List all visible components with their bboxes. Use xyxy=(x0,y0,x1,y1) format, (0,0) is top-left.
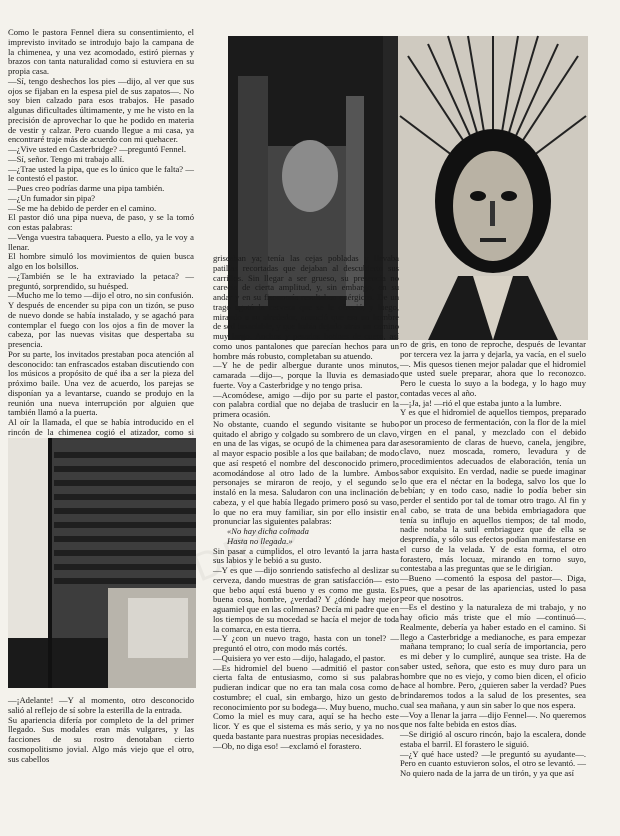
doorway-photo xyxy=(8,438,196,688)
paragraph: —¿Vive usted en Casterbridge? —preguntó Fennel. xyxy=(8,144,186,154)
article-column-3 xyxy=(400,340,586,826)
paragraph: Y es que el hidromiel de aquellos tiempos, preparado por un proceso de fermentación, con la flor de la miel virgen en el panal, y mezclado con el debido asesoramiento de claras de huevo, canela, jengibre, clavo, nuez moscada, romero, levadura y de procedimientos adecuados de elaboración, tenía un sabor exquisito. En verdad, nadie se puede imaginar lo que era el néctar en la bodega, salvo los que lo bebían; y en todo caso, nadie lo podía beber sin perder el sentido por tal de tomar otro trago. Al fin y al cabo, se trata de una bebida embriagadora que tenía su influjo en aquellos tiempos; de tal modo, nadie notaba la sutil embriaguez que de ella se desprendía, y sólo sus efectos podían manifestarse en el curso de la velada. Y de esta forma, el otro forastero, más locuaz, mirando en torno suyo, contestaba a las preguntas que se le dirigían. xyxy=(400,407,586,574)
paragraph: No obstante, cuando el segundo visitante se hubo quitado el abrigo y colgado su sombrero de un clavo, en una de las vigas, se ocupó de la chimenea para dar al mayor espacio posible a los que bailaban; de modo que así respetó el nombre del desconocido primero, acomodándose al otro lado de la lumbre. Ambos personajes se miraron de reojo, y el segundo se instaló en la mesa. Saludaron con una inclinación de cabeza, y el que había llegado primero posó su vaso, lo que no era muy familiar, sin por ello insistir en pronunciar las siguientes palabras: xyxy=(213,418,399,527)
paragraph: —Pues creo podrías darme una pipa también. xyxy=(8,183,165,193)
paragraph: —Y ¿con un nuevo trago, hasta con un tonel? —preguntó el otro, con modo más cortés. xyxy=(213,633,399,653)
paragraph: —¿Un fumador sin pipa? xyxy=(8,192,96,203)
paragraph: —Y es que —dijo sonriendo satisfecho al deslizar su cerveza, dando muestras de gran satisfacción— esto que bebo aquí está bueno y es como me gusta. Es buena cosa, hombre, ¿verdad? Y ¿dónde hay mejor aguamiel que en las colmenas? Decía mi padre que en los tiempos de su mocedad se hacía el mejor de toda la comarca, en esta tierra. xyxy=(213,565,399,634)
paragraph: —¡Adelante! —Y al momento, otro desconocido salió al reflejo de sí sobre la esterilla de la entrada. xyxy=(8,695,194,715)
paragraph: Hasta no llegada.» xyxy=(227,535,293,546)
paragraph: —¡Ja, ja! —rió el que estaba junto a la lumbre. xyxy=(400,397,562,408)
paragraph: «No hay dicha colmada xyxy=(227,526,309,536)
paragraph: Su apariencia difería por completo de la del primer llegado. Sus modales eran más vulgares, y las facciones de su rostro denotaban cierto cosmopolitismo jovial. Algo más viejo que el otro, sus cabellos xyxy=(8,714,194,764)
doorway-photo-drawing xyxy=(8,438,196,688)
paragraph: Al oír la llamada, el que se había introducido en el rincón de la chimenea cogió el atizador, como si xyxy=(8,417,194,437)
paragraph: —Acomódese, amigo —dijo por su parte el pastor, con palabra cordial que no dejaba de traslucir en la primera ocasión. xyxy=(213,389,399,419)
paragraph: —Es hidromiel del bueno —admitió el pastor con cierta falta de entusiasmo, como si sus palabras pudieran indicar que no era tan mala cosa como de costumbre; el cual, sin embargo, hizo un gesto de reconocimiento por su bodega—. Muy bueno, mucho. Como la miel es muy cara, aquí se ha hecho este licor. Y es que el sistema es más serio, y ya no nos queda bastante para nuestras propias necesidades. xyxy=(213,662,399,741)
paragraph: —Sí, señor. Tengo mi trabajo allí. xyxy=(8,153,125,164)
paragraph: —Es el destino y la naturaleza de mi trabajo, y no hay oficio más triste que el mío —continuó—. Realmente, debería ya haber estado en el camino. Si llego a Casterbridge a medianoche, es para empezar mañana temprano; lo cual sería de importancia, pero es mi deber y lo cumpliré, aunque sea triste. Ha de saber usted, señora, que esto es muy duro para un hombre que no es viejo, y como bien dicen, el oficio hace al hombre. Pero, ¿quieren saber la verdad? Pues brindaremos todos a la salud de los presentes, sea cual sea mañana, y aun sin saber lo que nos espera. xyxy=(400,602,586,710)
paragraph: —Voy a llenar la jarra —dijo Fennel—. No queremos que nos falte bebida en estos días. xyxy=(400,709,586,730)
article-column-1-continued xyxy=(8,696,194,824)
paragraph: Por su parte, los invitados prestaban poca atención al desconocido: tan enfrascados estaban discutiendo con los músicos a propósito de qué iba a ser la pieza del próximo baile. Una vez de acuerdo, los parejas se disponían ya a levantarse, cuando se produjo en la reunión una nueva interrupción por alguien que también llamó a la puerta. xyxy=(8,348,194,418)
paragraph: El pastor dió una pipa nueva, de paso, y se la tomó con estas palabras: xyxy=(8,212,194,232)
paragraph: El hombre simuló los movimientos de quien busca algo en los bolsillos. xyxy=(8,251,194,271)
paragraph: Y después de encender su pipa con un tizón, se puso de nuevo donde se había instalado, y se agachó para contemplar el fuego con los ojos a fin de mover la cabeza, por las nuevas visitas que despertaba su presencia. xyxy=(8,300,194,349)
paragraph: —Ob, no diga eso! —exclamó el forastero. xyxy=(213,740,362,751)
paragraph: —¿También se le ha extraviado la petaca? —preguntó, sorprendido, su huésped. xyxy=(8,270,194,291)
paragraph: —¿Y qué hace usted? —le preguntó su ayudante—. Pero en cuanto estuvieron solos, el otro se levantó. —No quiero nada de la jarra de un tirón, y ya que así xyxy=(400,748,586,778)
paragraph: —Sí, tengo deshechos los pies —dijo, al ver que sus ojos se fijaban en la espesa piel de sus zapatos—. No soy bien calzado para esos trabajos. He pasado algunas dificultades últimamente, y me he visto en la precisión de aprovechar lo que he podido en materia de vestir y calzar. Pero cuando llegue a mi casa, ya encontraré traje más de acuerdo con mi quehacer. xyxy=(8,75,194,145)
article-column-1 xyxy=(8,27,194,437)
paragraph: —Venga vuestra tabaquera. Puesto a ello, ya le voy a llenar. xyxy=(8,231,194,252)
paragraph: —Se dirigió al oscuro rincón, bajo la escalera, donde estaba el barril. El forastero le siguió. xyxy=(400,729,586,749)
paragraph: Sin pasar a cumplidos, el otro levantó la jarra hasta sus labios y le bebió a su gusto. xyxy=(213,545,399,566)
paragraph: —Quisiera yo ver esto —dijo, halagado, el pastor. xyxy=(213,652,386,663)
paragraph: ro de gris, en tono de reproche, después de levantar por tercera vez la jarra y dejarla, ya vacía, en el suelo—. Mis quesos tienen mejor paladar que el hidromiel que usted suele preparar, ahora que lo reconozco. Pero le cuesta lo suyo a la bodega, y lo hago muy contadas veces al año. xyxy=(400,339,586,398)
paragraph: —¿Trae usted la pipa, que es lo único que le falta? —le contestó el pastor. xyxy=(8,163,194,184)
paragraph: Como le pastora Fennel diera su consentimiento, el imprevisto invitado se introdujo bajo la campana de la chimenea, y una vez acomodado, estiró piernas y brazos con tanta naturalidad como si estuviera en su propia casa. xyxy=(8,27,194,76)
paragraph: —Bueno —comentó la esposa del pastor—. Diga, pues, que a pesar de las apariencias, usted lo pasa peor que nosotros. xyxy=(400,573,586,603)
paragraph: —Y he de pedir albergue durante unos minutos, camarada —dijo—, porque la lluvia es demasiado fuerte. Voy a Casterbridge y no tengo prisa. xyxy=(213,360,399,390)
paragraph: griseaban ya; tenía las cejas pobladas y llevaba patillas recortadas que dejaban al descubierto sus carrillos. Sin llegar a ser grueso, su presencia no carecía de cierta amplitud, y, sin embargo, en su andar y en su fisonomía resultaban enérgicos. De un trago agotó la cerveza que se le ofreció, y luego, mirando a su alrededor, anunció que era un hombre de sed insaciable, y que había dejado atrás un camino muy largo. Anchos y pesados botines de cuero, así como unos pantalones que parecían hechos para un hombre más robusto, completaban su atuendo. xyxy=(213,253,399,361)
paragraph: —Mucho me lo temo —dijo el otro, no sin confusión. xyxy=(8,290,194,301)
paragraph: —Se me ha debido de perder en el camino. xyxy=(8,202,157,213)
article-column-2 xyxy=(213,254,399,826)
